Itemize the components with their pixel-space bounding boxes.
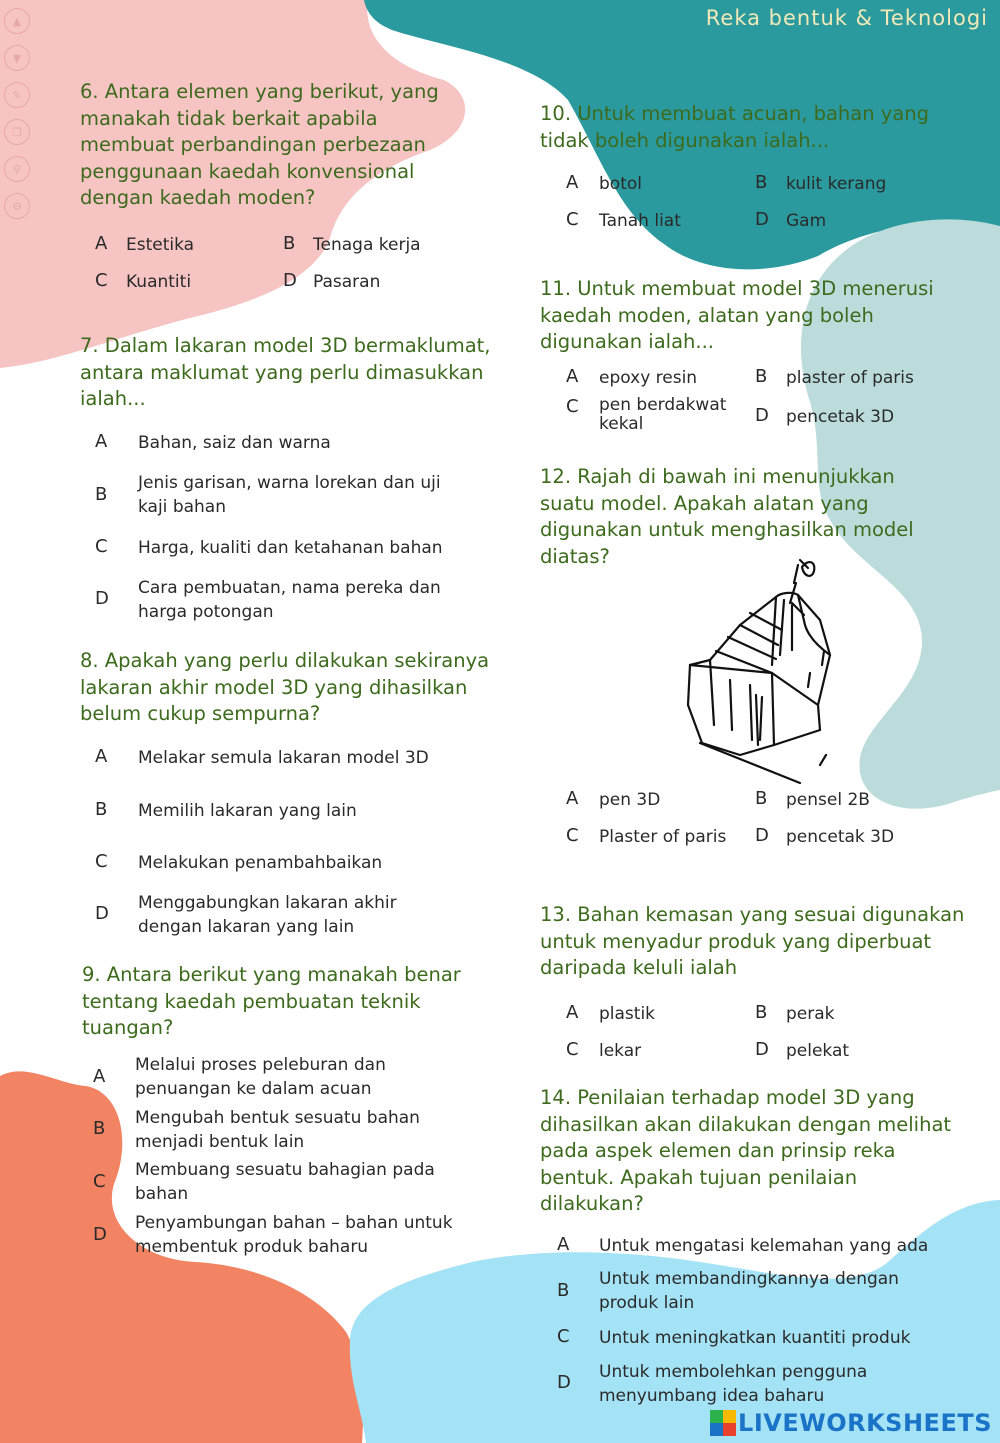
- q7-option-d[interactable]: Cara pembuatan, nama pereka dan harga potongan: [138, 578, 441, 622]
- q11-option-a[interactable]: epoxy resin: [599, 368, 698, 388]
- question-11: 11. Untuk membuat model 3D menerusi kaedah moden, alatan yang boleh digunakan ialah...: [540, 277, 934, 353]
- q9-letter-d[interactable]: D: [93, 1224, 107, 1245]
- question-6: 6. Antara elemen yang berikut, yang manakah tidak berkait apabila membuat perbandingan perbezaan penggunaan kaedah konvensional dengan kaedah moden?: [80, 80, 439, 209]
- question-14: 14. Penilaian terhadap model 3D yang dihasilkan akan dilakukan dengan melihat pada aspek elemen dan prinsip reka bentuk. Apakah tujuan penilaian dilakukan?: [540, 1086, 952, 1215]
- q14-option-c[interactable]: Untuk meningkatkan kuantiti produk: [599, 1328, 911, 1348]
- q8-letter-d[interactable]: D: [95, 903, 109, 924]
- q14-option-b[interactable]: Untuk membandingkannya dengan produk lain: [599, 1269, 899, 1313]
- q12-option-c[interactable]: Plaster of paris: [599, 827, 727, 847]
- q12-letter-d[interactable]: D: [755, 825, 769, 846]
- liveworksheets-brand: LIVEWORKSHEETS: [738, 1409, 992, 1437]
- q7-letter-c[interactable]: C: [95, 536, 108, 557]
- q14-option-d[interactable]: Untuk membolehkan pengguna menyumbang idea baharu: [599, 1362, 868, 1406]
- zoom-icon[interactable]: ⚲: [4, 156, 30, 182]
- q6-option-a[interactable]: Estetika: [126, 235, 195, 255]
- q7-letter-d[interactable]: D: [95, 588, 109, 609]
- q6-letter-b[interactable]: B: [283, 233, 296, 254]
- q10-option-b[interactable]: kulit kerang: [786, 174, 887, 194]
- q10-letter-a[interactable]: A: [566, 172, 579, 193]
- q11-letter-a[interactable]: A: [566, 366, 579, 387]
- q13-letter-d[interactable]: D: [755, 1039, 769, 1060]
- q13-option-d[interactable]: pelekat: [786, 1041, 850, 1061]
- copy-icon[interactable]: ❐: [4, 119, 30, 145]
- q7-option-a[interactable]: Bahan, saiz dan warna: [138, 433, 331, 453]
- q11-letter-d[interactable]: D: [755, 405, 769, 426]
- q13-option-c[interactable]: lekar: [599, 1041, 642, 1061]
- question-13: 13. Bahan kemasan yang sesuai digunakan untuk menyadur produk yang diperbuat daripada keluli ialah: [540, 903, 965, 979]
- settings-icon[interactable]: ⚙: [4, 193, 30, 219]
- q9-letter-c[interactable]: C: [93, 1171, 106, 1192]
- q11-option-c[interactable]: pen berdakwat kekal: [599, 395, 727, 434]
- q6-letter-a[interactable]: A: [95, 233, 108, 254]
- q10-letter-b[interactable]: B: [755, 172, 768, 193]
- liveworksheets-badge-icon: [710, 1410, 736, 1436]
- question-12: 12. Rajah di bawah ini menunjukkan suatu model. Apakah alatan yang digunakan untuk menghasilkan model diatas?: [540, 465, 914, 568]
- q13-letter-c[interactable]: C: [566, 1039, 579, 1060]
- q10-option-a[interactable]: botol: [599, 174, 642, 194]
- q9-letter-b[interactable]: B: [93, 1118, 106, 1139]
- house-sketch-image: [680, 555, 850, 790]
- q9-option-c[interactable]: Membuang sesuatu bahagian pada bahan: [135, 1160, 435, 1204]
- question-7: 7. Dalam lakaran model 3D bermaklumat, antara maklumat yang perlu dimasukkan ialah...: [80, 334, 491, 410]
- question-9: 9. Antara berikut yang manakah benar tentang kaedah pembuatan teknik tuangan?: [82, 963, 461, 1039]
- q8-letter-b[interactable]: B: [95, 799, 108, 820]
- chevron-up-icon[interactable]: ▲: [4, 8, 30, 34]
- q10-letter-c[interactable]: C: [566, 209, 579, 230]
- q11-option-b[interactable]: plaster of paris: [786, 368, 914, 388]
- q8-option-b[interactable]: Memilih lakaran yang lain: [138, 801, 357, 821]
- chevron-down-icon[interactable]: ▼: [4, 45, 30, 71]
- q8-option-a[interactable]: Melakar semula lakaran model 3D: [138, 748, 429, 768]
- q9-option-d[interactable]: Penyambungan bahan – bahan untuk membentuk produk baharu: [135, 1213, 453, 1257]
- q11-letter-c[interactable]: C: [566, 396, 579, 417]
- liveworksheets-logo[interactable]: [710, 1409, 992, 1437]
- q8-option-c[interactable]: Melakukan penambahbaikan: [138, 853, 383, 873]
- q12-letter-a[interactable]: A: [566, 788, 579, 809]
- q12-letter-b[interactable]: B: [755, 788, 768, 809]
- q7-option-b[interactable]: Jenis garisan, warna lorekan dan uji kaji bahan: [138, 473, 441, 517]
- q14-option-a[interactable]: Untuk mengatasi kelemahan yang ada: [599, 1236, 929, 1256]
- q7-letter-b[interactable]: B: [95, 484, 108, 505]
- page-title: Reka bentuk & Teknologi: [705, 6, 988, 30]
- q9-option-b[interactable]: Mengubah bentuk sesuatu bahan menjadi bentuk lain: [135, 1108, 420, 1152]
- q8-option-d[interactable]: Menggabungkan lakaran akhir dengan lakaran yang lain: [138, 893, 397, 937]
- q10-option-d[interactable]: Gam: [786, 211, 827, 231]
- q12-letter-c[interactable]: C: [566, 825, 579, 846]
- q7-letter-a[interactable]: A: [95, 431, 108, 452]
- q9-option-a[interactable]: Melalui proses peleburan dan penuangan ke dalam acuan: [135, 1055, 386, 1099]
- q13-option-b[interactable]: perak: [786, 1004, 835, 1024]
- q12-option-a[interactable]: pen 3D: [599, 790, 661, 810]
- q11-letter-b[interactable]: B: [755, 366, 768, 387]
- question-10: 10. Untuk membuat acuan, bahan yang tidak boleh digunakan ialah...: [540, 102, 930, 152]
- q12-option-b[interactable]: pensel 2B: [786, 790, 870, 810]
- q14-letter-c[interactable]: C: [557, 1326, 570, 1347]
- question-8: 8. Apakah yang perlu dilakukan sekiranya lakaran akhir model 3D yang dihasilkan belum cukup sempurna?: [80, 649, 490, 725]
- q6-option-b[interactable]: Tenaga kerja: [313, 235, 421, 255]
- q13-letter-b[interactable]: B: [755, 1002, 768, 1023]
- q14-letter-d[interactable]: D: [557, 1372, 571, 1393]
- q13-option-a[interactable]: plastik: [599, 1004, 656, 1024]
- q6-option-c[interactable]: Kuantiti: [126, 272, 192, 292]
- q7-option-c[interactable]: Harga, kualiti dan ketahanan bahan: [138, 538, 443, 558]
- q8-letter-c[interactable]: C: [95, 851, 108, 872]
- q12-option-d[interactable]: pencetak 3D: [786, 827, 895, 847]
- q6-option-d[interactable]: Pasaran: [313, 272, 381, 292]
- q8-letter-a[interactable]: A: [95, 746, 108, 767]
- pencil-icon[interactable]: ✎: [4, 82, 30, 108]
- q6-letter-d[interactable]: D: [283, 270, 297, 291]
- q11-option-d[interactable]: pencetak 3D: [786, 407, 895, 427]
- q10-letter-d[interactable]: D: [755, 209, 769, 230]
- q9-letter-a[interactable]: A: [93, 1066, 106, 1087]
- q14-letter-a[interactable]: A: [557, 1234, 570, 1255]
- toolbar: [4, 8, 30, 230]
- q14-letter-b[interactable]: B: [557, 1280, 570, 1301]
- q13-letter-a[interactable]: A: [566, 1002, 579, 1023]
- q10-option-c[interactable]: Tanah liat: [599, 211, 681, 231]
- q6-letter-c[interactable]: C: [95, 270, 108, 291]
